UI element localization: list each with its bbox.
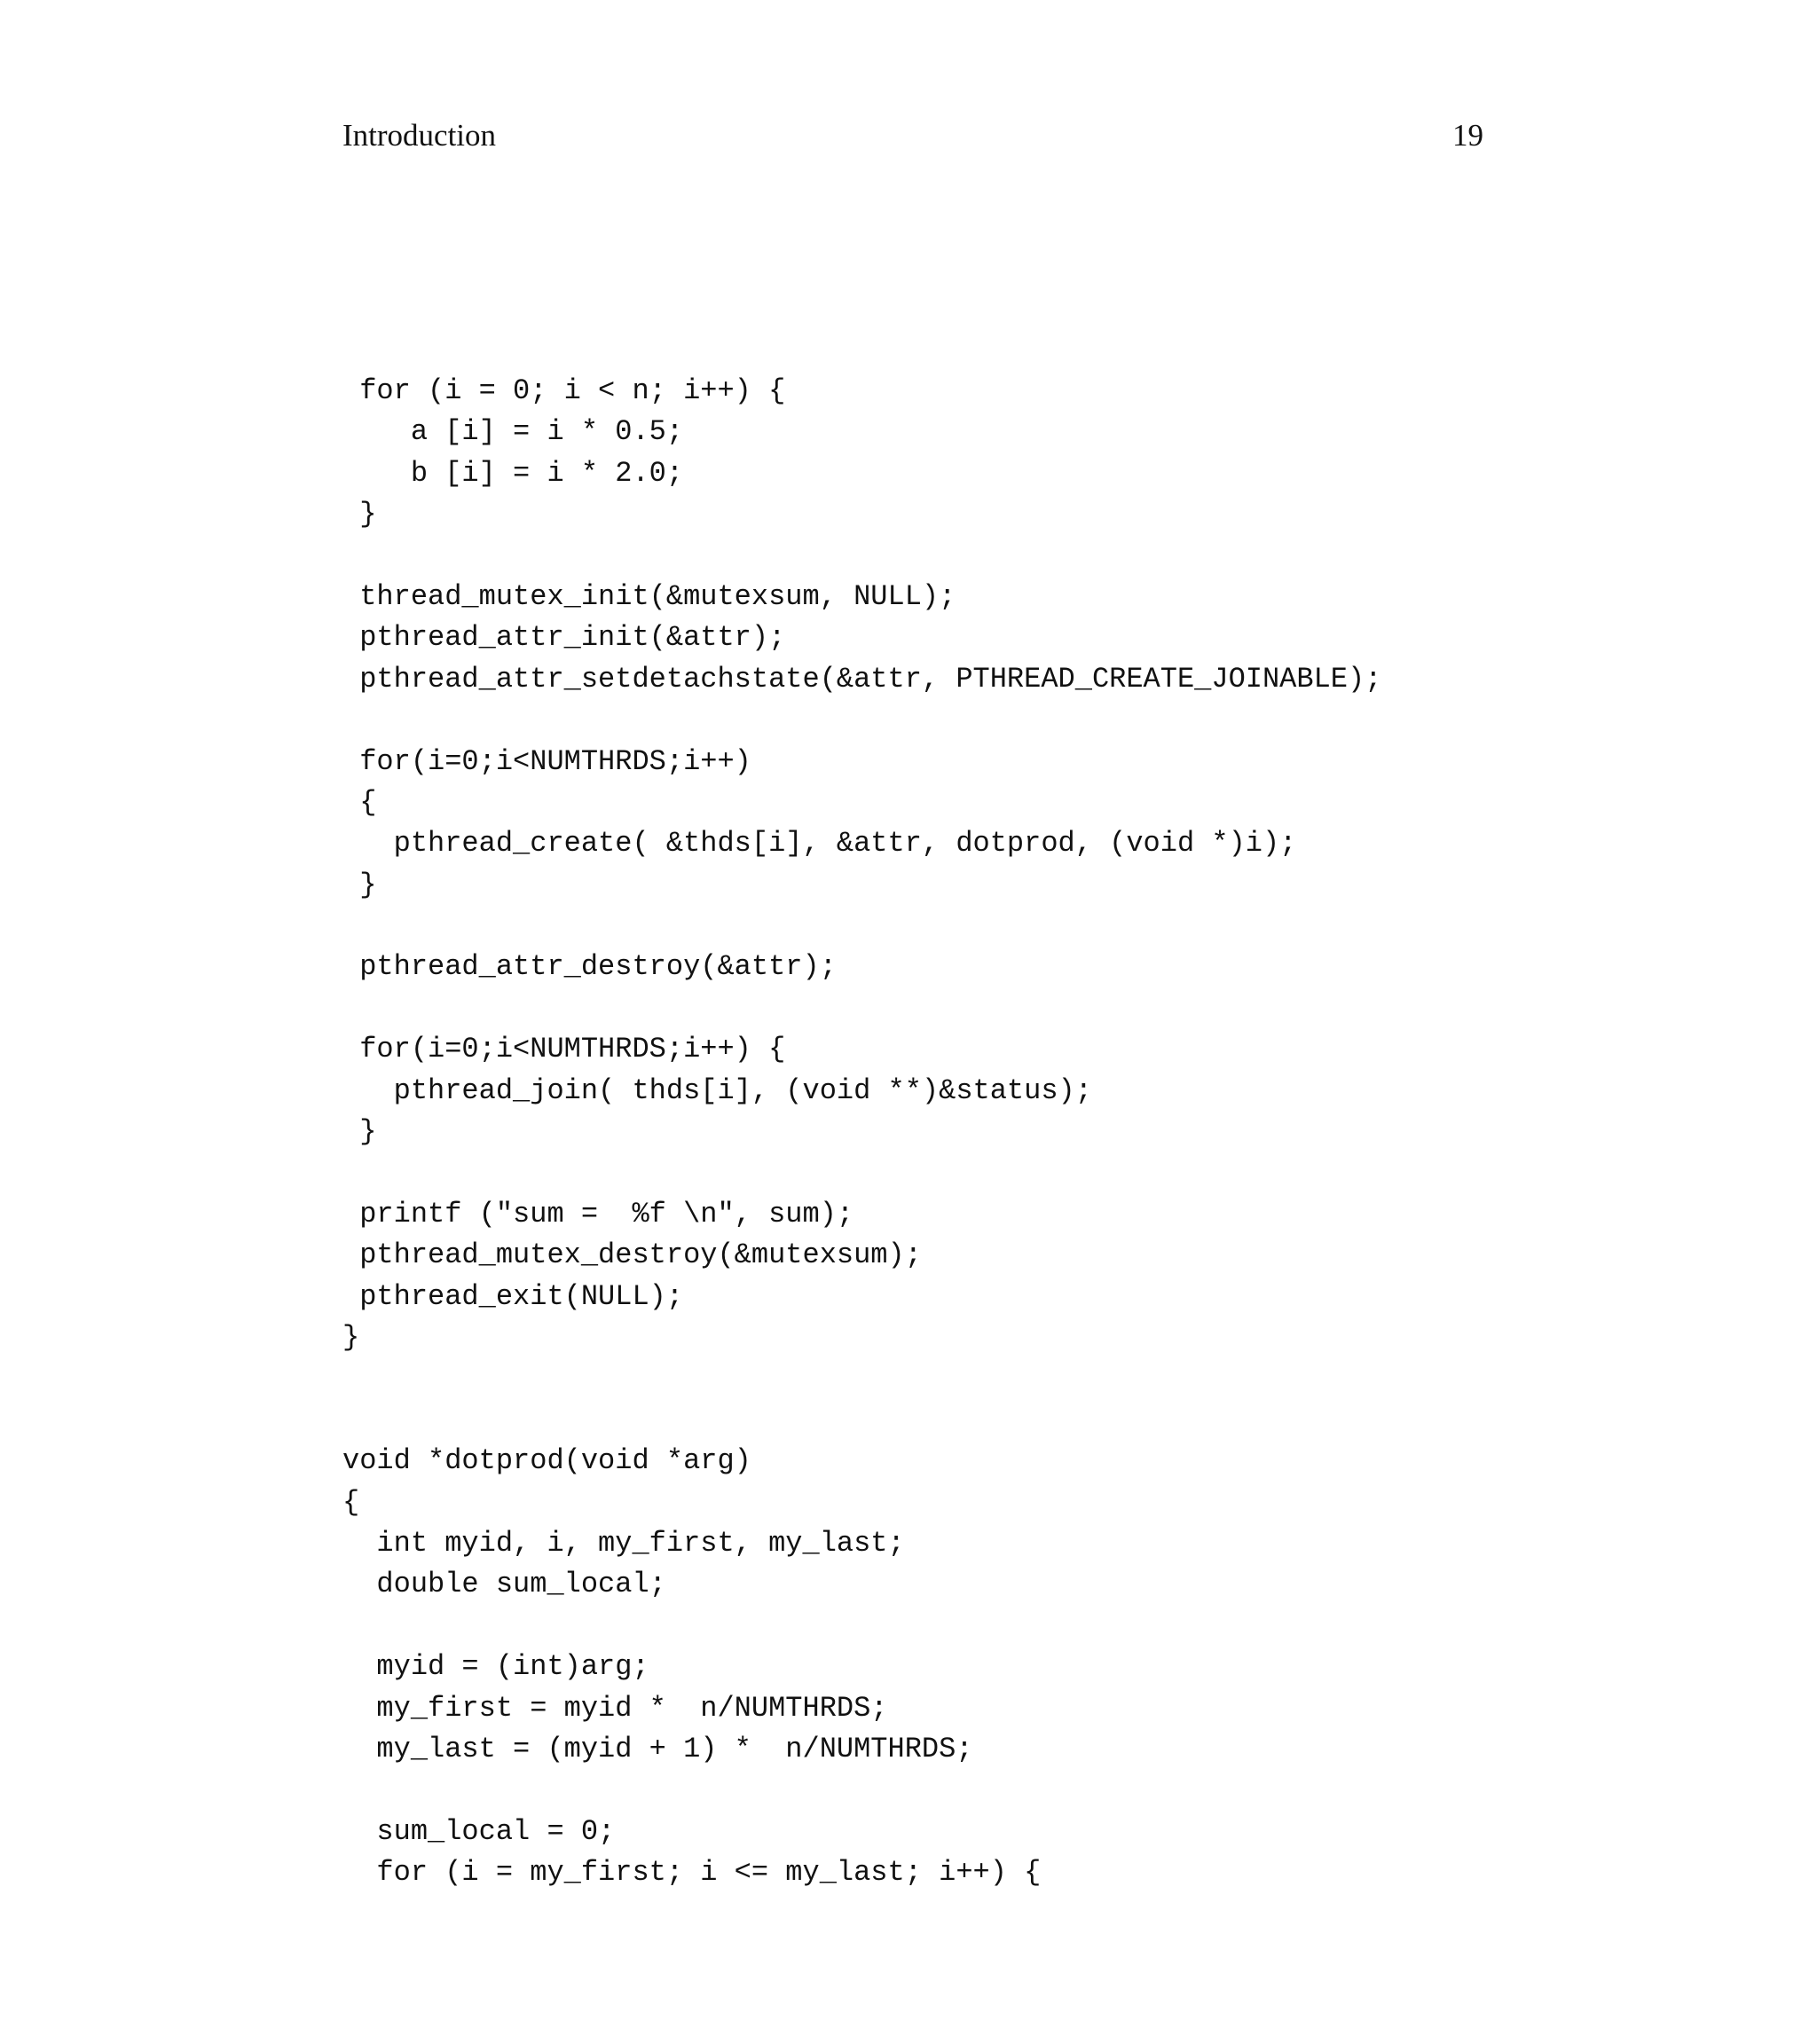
code-line: my_last = (myid + 1) * n/NUMTHRDS; bbox=[342, 1732, 973, 1765]
code-line: } bbox=[342, 1320, 360, 1354]
code-line: int myid, i, my_first, my_last; bbox=[342, 1526, 905, 1560]
code-line: a [i] = i * 0.5; bbox=[342, 415, 684, 449]
page-number: 19 bbox=[1452, 118, 1483, 153]
code-line: myid = (int)arg; bbox=[342, 1650, 649, 1684]
code-line: pthread_mutex_destroy(&mutexsum); bbox=[342, 1238, 922, 1272]
code-line: pthread_exit(NULL); bbox=[342, 1279, 684, 1313]
code-line bbox=[342, 1400, 1483, 1441]
code-line: for(i=0;i<NUMTHRDS;i++) bbox=[342, 744, 751, 778]
running-header bbox=[342, 105, 1483, 151]
code-line bbox=[342, 1152, 1483, 1193]
code-line: for (i = my_first; i <= my_last; i++) { bbox=[342, 1856, 1042, 1890]
code-line: for (i = 0; i < n; i++) { bbox=[342, 374, 786, 407]
code-line bbox=[342, 1358, 1483, 1399]
code-line bbox=[342, 1606, 1483, 1647]
code-line: my_first = myid * n/NUMTHRDS; bbox=[342, 1691, 888, 1725]
code-line: { bbox=[342, 1485, 360, 1519]
code-line: double sum_local; bbox=[342, 1568, 666, 1601]
code-listing bbox=[342, 371, 1483, 1893]
code-line: sum_local = 0; bbox=[342, 1814, 616, 1848]
code-line: b [i] = i * 2.0; bbox=[342, 456, 684, 490]
code-line: } bbox=[342, 498, 377, 531]
code-line: for(i=0;i<NUMTHRDS;i++) { bbox=[342, 1033, 786, 1066]
code-line: } bbox=[342, 1115, 377, 1149]
code-line bbox=[342, 536, 1483, 577]
code-line bbox=[342, 906, 1483, 947]
code-line: thread_mutex_init(&mutexsum, NULL); bbox=[342, 579, 956, 613]
code-line bbox=[342, 700, 1483, 741]
code-line: printf ("sum = %f \n", sum); bbox=[342, 1197, 854, 1230]
code-line: pthread_attr_init(&attr); bbox=[342, 621, 786, 655]
code-line: { bbox=[342, 785, 377, 819]
code-line: pthread_attr_destroy(&attr); bbox=[342, 950, 837, 984]
code-line bbox=[342, 1770, 1483, 1811]
code-line: pthread_join( thds[i], (void **)&status); bbox=[342, 1073, 1092, 1107]
section-title: Introduction bbox=[342, 118, 497, 153]
code-line bbox=[342, 988, 1483, 1029]
code-line: void *dotprod(void *arg) bbox=[342, 1444, 751, 1478]
code-line: pthread_attr_setdetachstate(&attr, PTHREAD_CREATE_JOINABLE); bbox=[342, 662, 1382, 696]
code-line: } bbox=[342, 868, 377, 901]
code-line: pthread_create( &thds[i], &attr, dotprod, (void *)i); bbox=[342, 827, 1297, 861]
